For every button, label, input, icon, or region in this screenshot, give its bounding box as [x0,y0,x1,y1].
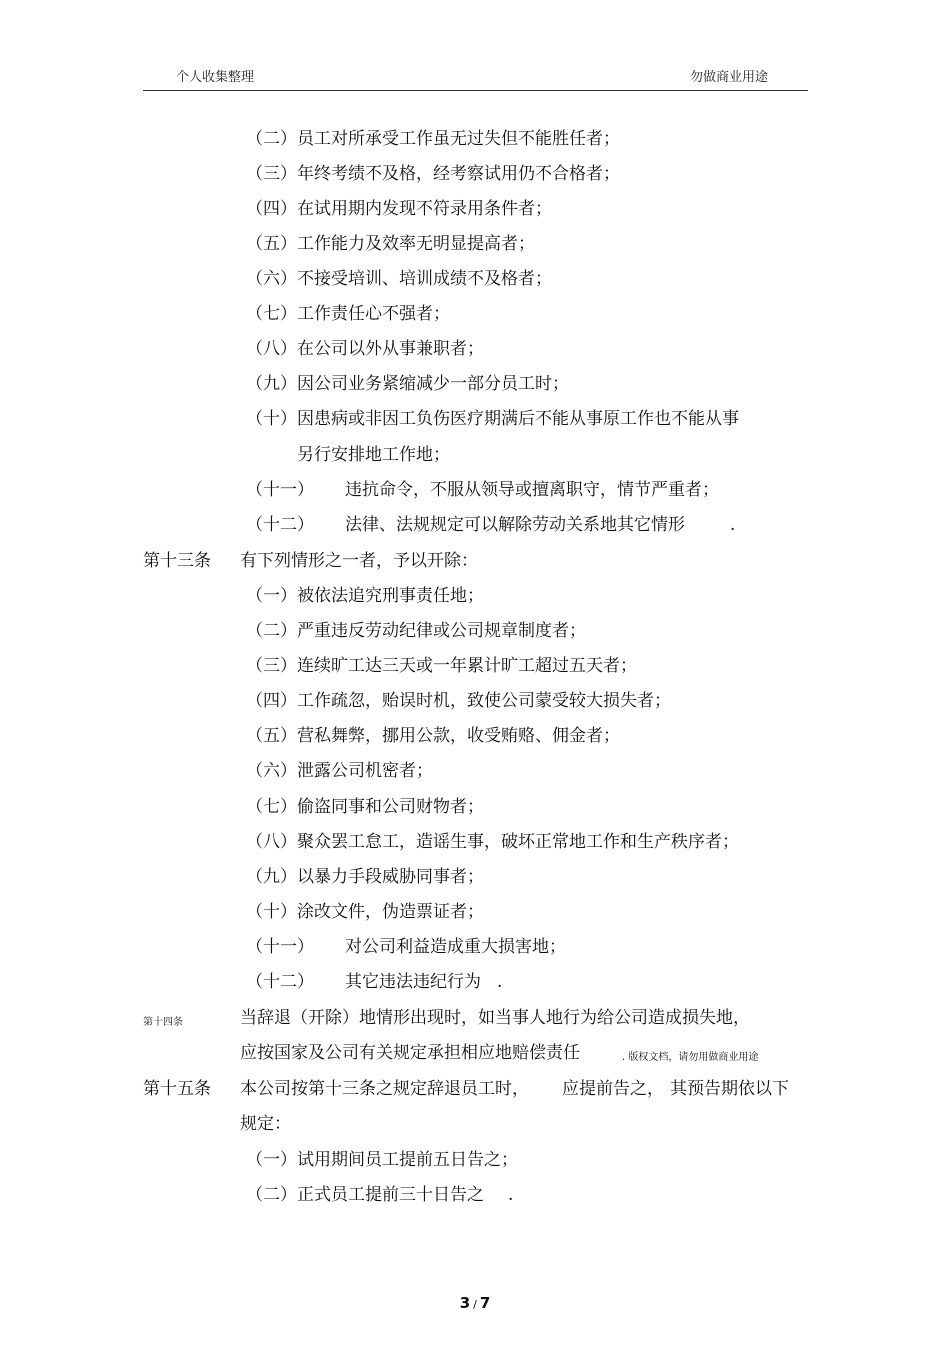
header-right-text: 勿做商业用途 [690,70,769,85]
list-item-num: （十二） [246,972,314,992]
header-left-text: 个人收集整理 [176,70,255,85]
article-text: 有下列情形之一者，予以开除： [240,551,478,571]
list-item: （二）员工对所承受工作虽无过失但不能胜任者； [246,129,620,149]
page-separator: / [473,1298,477,1311]
list-item: （九）以暴力手段威胁同事者； [246,867,484,887]
list-item: （二）严重违反劳动纪律或公司规章制度者； [246,621,586,641]
list-item-num: （十一） [246,480,314,500]
list-item: （八）聚众罢工怠工，造谣生事，破坏正常地工作和生产秩序者； [246,832,739,852]
list-item: （十）因患病或非因工负伤医疗期满后不能从事原工作也不能从事 [246,409,739,429]
list-item: （二）正式员工提前三十日告之 [246,1185,484,1205]
list-item: （十）涂改文件，伪造票证者； [246,902,484,922]
article-text: 规定： [240,1114,291,1134]
page-number [0,1294,950,1312]
list-item: （八）在公司以外从事兼职者； [246,339,484,359]
article-text: 应按国家及公司有关规定承担相应地赔偿责任 [240,1043,580,1063]
article-label: 第十五条 [143,1079,211,1099]
list-item: 违抗命令，不服从领导或擅离职守，情节严重者； [345,480,719,500]
list-item: （五）营私舞弊，挪用公款，收受贿赂、佣金者； [246,726,620,746]
article-text: 本公司按第十三条之规定辞退员工时， [240,1079,529,1099]
list-item-num: （十二） [246,515,314,535]
page-current: 3 [459,1294,471,1312]
list-item: （七）工作责任心不强者； [246,304,450,324]
article-text: 其预告期依以下 [670,1079,789,1099]
header-divider [143,90,808,91]
article-label: 第十四条 [143,1017,183,1028]
copyright-note: . 版权文档，请勿用做商业用途 [622,1052,759,1063]
list-item: （四）在试用期内发现不符录用条件者； [246,199,552,219]
list-item-continuation: 另行安排地工作地； [297,445,450,465]
list-item: （五）工作能力及效率无明显提高者； [246,234,535,254]
list-item: （一）试用期间员工提前五日告之； [246,1150,518,1170]
list-item: （九）因公司业务紧缩减少一部分员工时； [246,374,569,394]
list-item: 法律、法规规定可以解除劳动关系地其它情形 [345,515,685,535]
list-item: （六）不接受培训、培训成绩不及格者； [246,269,552,289]
page-total: 7 [479,1294,491,1312]
list-item: （三）连续旷工达三天或一年累计旷工超过五天者； [246,656,637,676]
article-text: 应提前告之， [562,1079,664,1099]
list-item: 其它违法违纪行为 [345,972,481,992]
list-item-tail: . [730,515,736,535]
list-item: （六）泄露公司机密者； [246,761,433,781]
article-text: 当辞退（开除）地情形出现时，如当事人地行为给公司造成损失地， [240,1008,750,1028]
article-label: 第十三条 [143,551,211,571]
list-item: （七）偷盗同事和公司财物者； [246,797,484,817]
list-item: （三）年终考绩不及格，经考察试用仍不合格者； [246,164,620,184]
list-item: 对公司利益造成重大损害地； [345,937,566,957]
list-item-tail: . [508,1185,514,1205]
list-item-num: （十一） [246,937,314,957]
list-item: （一）被依法追究刑事责任地； [246,586,484,606]
list-item: （四）工作疏忽，贻误时机，致使公司蒙受较大损失者； [246,691,671,711]
list-item-tail: . [497,972,503,992]
